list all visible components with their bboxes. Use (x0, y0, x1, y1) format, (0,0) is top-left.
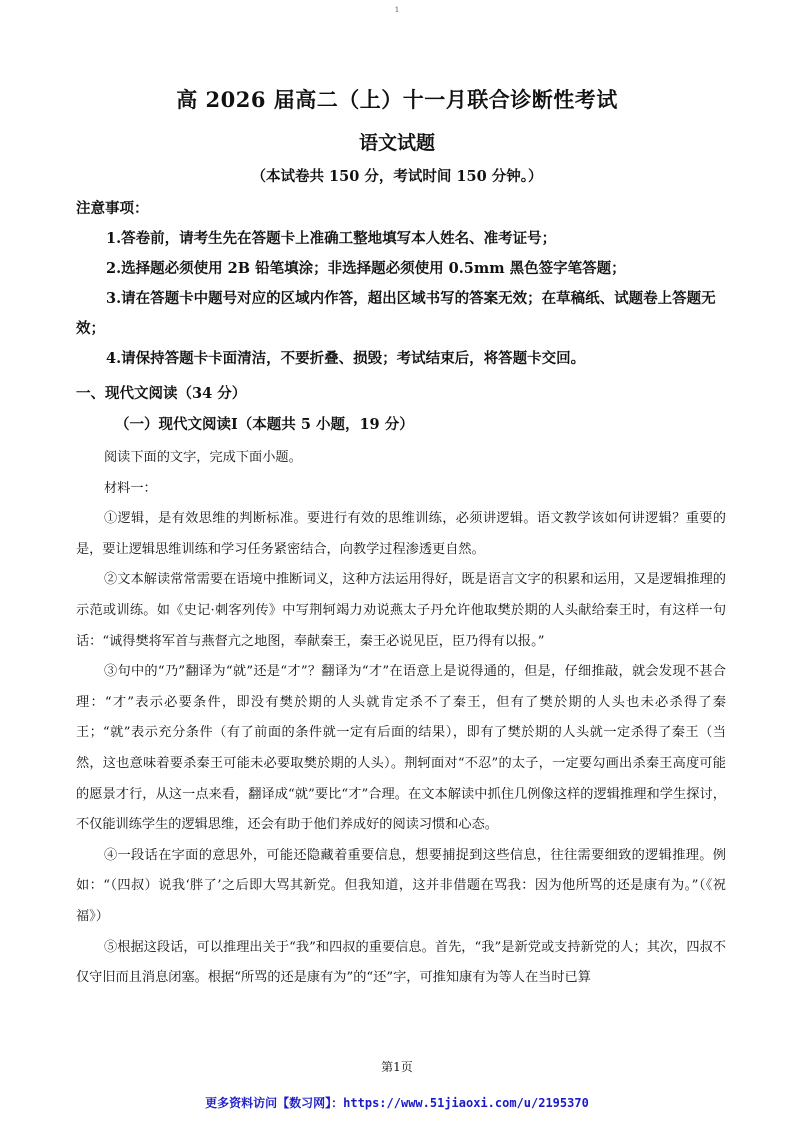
exam-info: （本试卷共 150 分，考试时间 150 分钟。） (251, 168, 543, 185)
instruction-text: 阅读下面的文字，完成下面小题。 (104, 450, 302, 465)
subsection-heading: （一）现代文阅读Ⅰ（本题共 5 小题，19 分） (115, 416, 414, 433)
footer-link[interactable]: 更多资料访问【数习网】：https://www.51jiaoxi.com/u/2195370 (205, 1096, 589, 1110)
passage-paragraph: ③句中的“乃”翻译为“就”还是“才”？翻译为“才”在语意上是说得通的，但是，仔细推敲，就会发现不甚合理：“才”表示必要条件，即没有樊於期的人头就肯定杀不了秦王，但有了樊於期的人头也未必杀得了秦王；“就”表示充分条件（有了前面的条件就一定有后面的结果），即有了樊於期的人头就一定杀得了秦王（当然，这也意味着要杀秦王可能未必要取樊於期的人头）。荆轲面对“不忍”的太子，一定要勾画出杀秦王高度可能的愿景才行，从这一点来看，翻译成“就”要比“才”合理。在文本解读中抓住几例像这样的逻辑推理和学生探讨，不仅能训练学生的逻辑思维，还会有助于他们养成好的阅读习惯和心态。 (76, 664, 726, 833)
material-label: 材料一： (104, 480, 157, 496)
notice-list (76, 224, 726, 374)
passage-paragraph: ②文本解读常常需要在语境中推断词义，这种方法运用得好，既是语言文字的积累和运用，又是逻辑推理的示范或训练。如《史记·刺客列传》中写荆轲竭力劝说燕太子丹允许他取樊於期的人头献给秦王时，有这样一句话：“诚得樊将军首与燕督亢之地图，奉献秦王，秦王必说见臣，臣乃得有以报。” (76, 572, 726, 649)
notice-item: 2.选择题必须使用 2B 铅笔填涂；非选择题必须使用 0.5mm 黑色签字笔答题； (106, 260, 626, 277)
notice-heading: 注意事项： (76, 200, 149, 217)
exam-subject: 语文试题 (358, 132, 435, 154)
notice-item: 1.答卷前，请考生先在答题卡上准确工整地填写本人姓名、准考证号； (106, 230, 557, 247)
passage-paragraph: ④一段话在字面的意思外，可能还隐藏着重要信息，想要捕捉到这些信息，往往需要细致的逻辑推理。例如：“（四叔）说我‘胖了’之后即大骂其新党。但我知道，这并非借题在骂我：因为他所骂的还是康有为。”（《祝福》） (76, 847, 726, 924)
top-page-mark: 1 (394, 6, 400, 14)
notice-item: 3.请在答题卡中题号对应的区域内作答，超出区域书写的答案无效；在草稿纸、试题卷上答题无效； (76, 290, 716, 337)
page-number: 第1页 (381, 1060, 413, 1074)
exam-title: 高 2026 届高二（上）十一月联合诊断性考试 (176, 87, 618, 112)
notice-item: 4.请保持答题卡卡面清洁，不要折叠、损毁；考试结束后，将答题卡交回。 (106, 350, 586, 367)
section-heading: 一、现代文阅读（34 分） (76, 385, 247, 402)
passage-paragraph: ⑤根据这段话，可以推理出关于“我”和四叔的重要信息。首先，“我”是新党或支持新党的人；其次，四叔不仅守旧而且消息闭塞。根据“所骂的还是康有为”的“还”字，可推知康有为等人在当时已算 (76, 939, 726, 986)
reading-passage (76, 443, 726, 994)
passage-paragraph: ①逻辑，是有效思维的判断标准。要进行有效的思维训练，必须讲逻辑。语文教学该如何讲逻辑？重要的是，要让逻辑思维训练和学习任务紧密结合，向教学过程渗透更自然。 (76, 511, 726, 557)
